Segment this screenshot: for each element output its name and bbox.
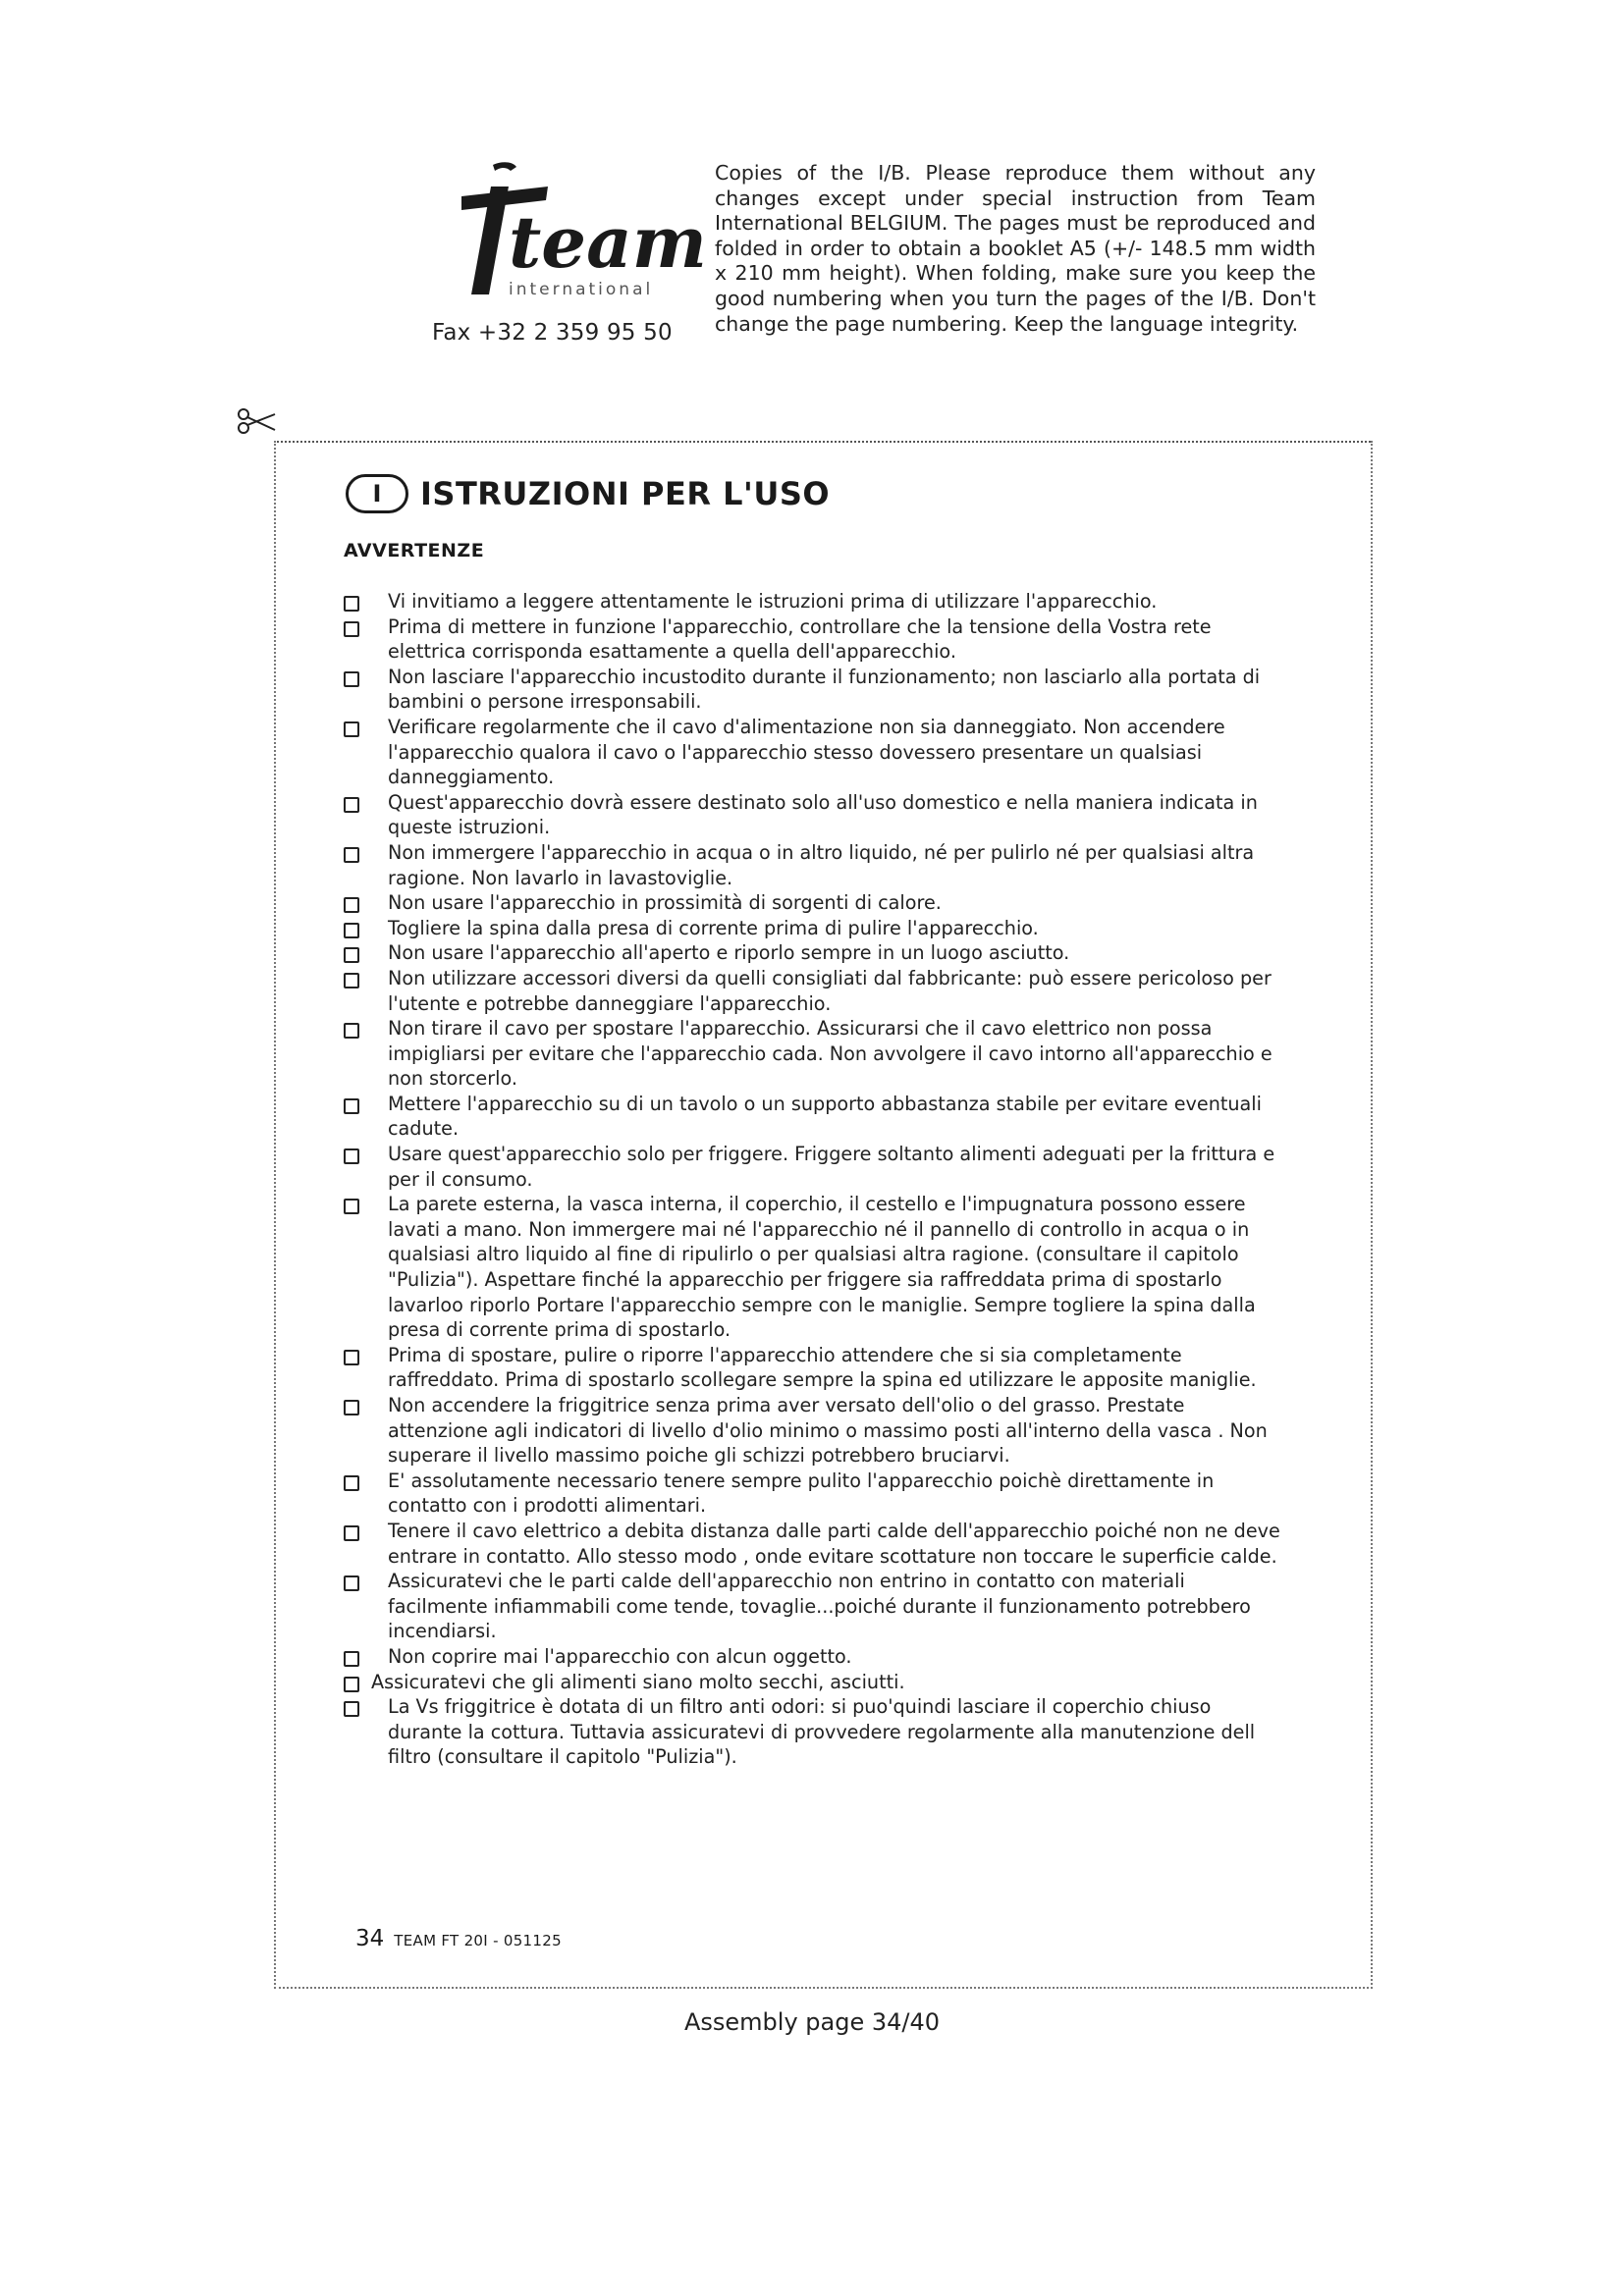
checkbox-icon xyxy=(344,1350,359,1365)
list-item xyxy=(344,1519,1288,1569)
warning-text: Assicuratevi che le parti calde dell'apparecchio non entrino in contatto con materiali facilmente infiammabili come tende, tovaglie...poiché durante il funzionamento potrebbero incendiarsi. xyxy=(388,1570,1251,1643)
warning-text: Non coprire mai l'apparecchio con alcun oggetto. xyxy=(388,1644,852,1668)
warning-text: Non accendere la friggitrice senza prima aver versato dell'olio o del grasso. Prestate attenzione agli indicatori di livello d'olio minimo o massimo posti all'interno della vasca . Non superare il livello massimo poiche gli schizzi potrebbero bruciarvi. xyxy=(388,1394,1268,1468)
checkbox-icon xyxy=(344,947,359,963)
page-number: 34 xyxy=(355,1926,385,1951)
checkbox-icon xyxy=(344,621,359,637)
warning-text: La parete esterna, la vasca interna, il coperchio, il cestello e l'impugnatura possono essere lavati a mano. Non immergere mai né l'apparecchio né il pannello di controllo in acqua o in qualsiasi altro liquido al fine di ripulirlo o per qualsiasi altra ragione. (consultare il capitolo "Pulizia"). Aspettare finché la apparecchio per friggere sia raffreddata prima di spostarlo lavarloo riporlo Portare l'apparecchio sempre con le maniglie. Sempre togliere la spina dalla presa di corrente prima di spostarlo. xyxy=(388,1193,1256,1342)
warning-text: E' assolutamente necessario tenere sempre pulito l'apparecchio poichè direttamente in contatto con i prodotti alimentari. xyxy=(388,1468,1215,1518)
checkbox-icon xyxy=(344,923,359,938)
team-logo xyxy=(432,157,707,309)
section-heading: AVVERTENZE xyxy=(344,540,485,561)
page-title: ISTRUZIONI PER L'USO xyxy=(420,475,831,512)
scissors-icon xyxy=(236,406,279,436)
model-code: TEAM FT 20I - 051125 xyxy=(394,1932,562,1949)
warning-text: Prima di mettere in funzione l'apparecchio, controllare che la tensione della Vostra rete elettrica corrisponda esattamente a quella dell'apparecchio. xyxy=(388,614,1212,664)
checkbox-icon xyxy=(344,1148,359,1164)
warning-text: Non immergere l'apparecchio in acqua o in altro liquido, né per pulirlo né per qualsiasi altra ragione. Non lavarlo in lavastoviglie. xyxy=(388,840,1255,889)
checkbox-icon xyxy=(344,897,359,913)
warning-text: Non usare l'apparecchio in prossimità di sorgenti di calore. xyxy=(388,891,942,915)
page-header xyxy=(346,471,830,516)
list-item xyxy=(344,1016,1288,1092)
checkbox-icon xyxy=(344,721,359,737)
language-badge: I xyxy=(346,474,408,513)
list-item xyxy=(344,665,1288,715)
checkbox-icon xyxy=(344,847,359,863)
warning-text: Non usare l'apparecchio all'aperto e riporlo sempre in un luogo asciutto. xyxy=(388,941,1070,965)
list-item xyxy=(344,1694,1288,1770)
list-item xyxy=(344,589,1288,614)
checkbox-icon xyxy=(344,1701,359,1717)
list-item xyxy=(344,1343,1288,1393)
list-item xyxy=(344,1393,1288,1468)
warnings-list xyxy=(344,589,1288,1770)
warning-text: Quest'apparecchio dovrà essere destinato solo all'uso domestico e nella maniera indicata in queste istruzioni. xyxy=(388,790,1258,839)
fax-number: Fax +32 2 359 95 50 xyxy=(432,320,673,346)
warning-text: Non tirare il cavo per spostare l'apparecchio. Assicurarsi che il cavo elettrico non possa impigliarsi per evitare che l'apparecchio cada. Non avvolgere il cavo intorno all'apparecchio e non storcerlo. xyxy=(388,1017,1272,1091)
list-item xyxy=(344,1670,1288,1695)
list-item xyxy=(344,1468,1288,1519)
reproduction-note: Copies of the I/B. Please reproduce them without any changes except under special instruction from Team International BELGIUM. The pages must be reproduced and folded in order to obtain a booklet A5 (+/- 148.5 mm width x 210 mm height). When folding, make sure you keep the good numbering when you turn the pages of the I/B. Don't change the page numbering. Keep the language integrity. xyxy=(715,161,1316,336)
list-item xyxy=(344,790,1288,840)
list-item xyxy=(344,1142,1288,1192)
list-item xyxy=(344,715,1288,790)
warning-text: Usare quest'apparecchio solo per friggere. Friggere soltanto alimenti adeguati per la frittura e per il consumo. xyxy=(388,1143,1275,1191)
list-item xyxy=(344,1092,1288,1142)
warning-text: La Vs friggitrice è dotata di un filtro anti odori: si puo'quindi lasciare il coperchio chiuso durante la cottura. Tuttavia assicuratevi di provvedere regolarmente alla manutenzione dell filtro (consultare il capitolo "Pulizia"). xyxy=(388,1695,1256,1769)
warning-text: Non utilizzare accessori diversi da quelli consigliati dal fabbricante: può essere pericoloso per l'utente e potrebbe danneggiare l'apparecchio. xyxy=(388,966,1272,1015)
list-item xyxy=(344,966,1288,1016)
warning-text: Mettere l'apparecchio su di un tavolo o un supporto abbastanza stabile per evitare eventuali cadute. xyxy=(388,1092,1262,1141)
logo-brand: team xyxy=(509,200,707,284)
list-item xyxy=(344,614,1288,665)
warning-text: Assicuratevi che gli alimenti siano molto secchi, asciutti. xyxy=(371,1670,905,1693)
list-item xyxy=(344,1192,1288,1343)
checkbox-icon xyxy=(344,1199,359,1214)
warning-text: Togliere la spina dalla presa di corrente prima di pulire l'apparecchio. xyxy=(388,916,1039,939)
logo-subtitle: international xyxy=(509,280,654,299)
list-item xyxy=(344,1569,1288,1644)
warning-text: Prima di spostare, pulire o riporre l'apparecchio attendere che si sia completamente raffreddato. Prima di spostarlo scollegare sempre la spina ed utilizzare le apposite maniglie. xyxy=(388,1343,1257,1392)
checkbox-icon xyxy=(344,1400,359,1415)
checkbox-icon xyxy=(344,1098,359,1114)
checkbox-icon xyxy=(344,1023,359,1039)
checkbox-icon xyxy=(344,973,359,988)
warning-text: Vi invitiamo a leggere attentamente le istruzioni prima di utilizzare l'apparecchio. xyxy=(388,590,1158,613)
list-item xyxy=(344,916,1288,941)
checkbox-icon xyxy=(344,596,359,612)
checkbox-icon xyxy=(344,1575,359,1591)
checkbox-icon xyxy=(344,1651,359,1667)
checkbox-icon xyxy=(344,797,359,813)
warning-text: Verificare regolarmente che il cavo d'alimentazione non sia danneggiato. Non accendere l'apparecchio qualora il cavo o l'apparecchio stesso dovessero presentare un qualsiasi danneggiamento. xyxy=(388,715,1225,789)
list-item xyxy=(344,840,1288,890)
warning-text: Non lasciare l'apparecchio incustodito durante il funzionamento; non lasciarlo alla portata di bambini o persone irresponsabili. xyxy=(388,665,1261,714)
list-item xyxy=(344,1644,1288,1670)
list-item xyxy=(344,940,1288,966)
list-item xyxy=(344,890,1288,916)
checkbox-icon xyxy=(344,1677,359,1692)
checkbox-icon xyxy=(344,671,359,687)
page-footer xyxy=(355,1926,562,1951)
checkbox-icon xyxy=(344,1475,359,1491)
warning-text: Tenere il cavo elettrico a debita distanza dalle parti calde dell'apparecchio poiché non ne deve entrare in contatto. Allo stesso modo , onde evitare scottature non toccare le superficie calde. xyxy=(388,1519,1280,1568)
checkbox-icon xyxy=(344,1525,359,1541)
assembly-page-label: Assembly page 34/40 xyxy=(683,2008,941,2036)
